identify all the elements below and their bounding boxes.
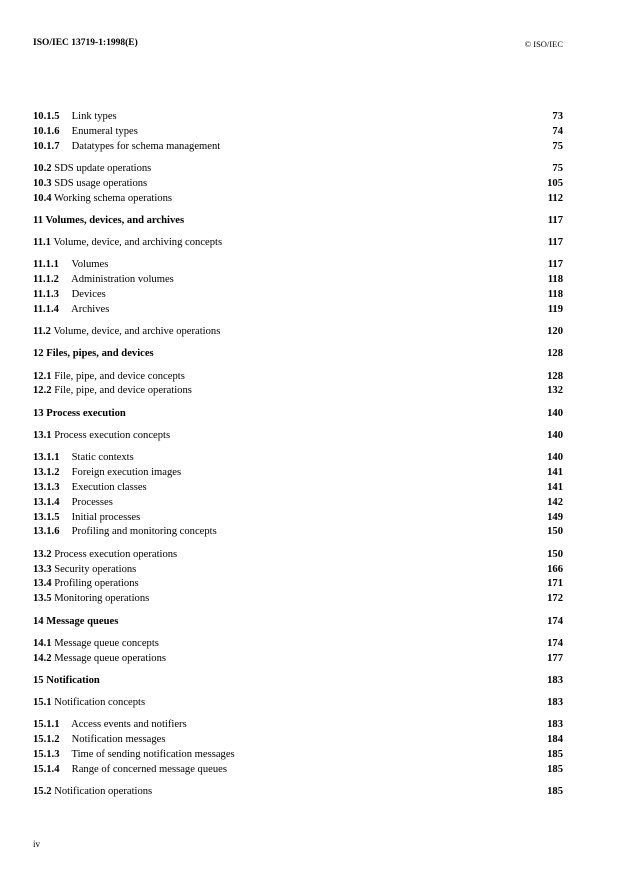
toc-entry[interactable] <box>33 303 563 318</box>
toc-entry-title: Message queue concepts <box>54 637 159 649</box>
toc-entry-title: Security operations <box>54 563 137 575</box>
toc-entry[interactable] <box>33 110 563 125</box>
toc-entry-title: Volumes <box>71 259 109 271</box>
toc-entry-number: 10.2 <box>33 162 52 174</box>
toc-spacer <box>33 422 563 429</box>
toc-entry-number: 13.1.6 <box>33 526 60 538</box>
toc-entry-page: 141 <box>547 481 563 493</box>
toc-entry-number: 13.1.3 <box>33 481 60 493</box>
page-number: iv <box>33 839 41 849</box>
toc-entry-page: 174 <box>547 615 563 627</box>
toc-entry-title: Volume, device, and archiving concepts <box>53 237 223 249</box>
toc-entry-title: Working schema operations <box>54 192 173 204</box>
toc-entry-page: 75 <box>552 162 563 174</box>
toc-entry-page: 140 <box>547 407 563 419</box>
toc-entry-title: Profiling and monitoring concepts <box>71 526 217 538</box>
toc-spacer <box>33 207 563 214</box>
toc-entry-number: 13.3 <box>33 563 52 575</box>
toc-entry-page: 183 <box>547 696 563 708</box>
toc-entry-number: 11.2 <box>33 326 51 338</box>
toc-entry-number: 11.1 <box>33 237 51 249</box>
toc-entry-number: 11.1.3 <box>33 289 59 301</box>
toc-spacer <box>33 399 563 406</box>
toc-entry-title: Initial processes <box>71 511 141 523</box>
toc-entry-page: 172 <box>547 593 563 605</box>
toc-entry[interactable] <box>33 214 563 229</box>
toc-entry-page: 128 <box>547 370 563 382</box>
toc-entry-title: Process execution operations <box>54 548 178 560</box>
toc-entry-number: 13.1.5 <box>33 511 60 523</box>
toc-entry[interactable] <box>33 548 563 563</box>
toc-entry-page: 150 <box>547 548 563 560</box>
toc-entry-title: SDS update operations <box>54 162 152 174</box>
toc-entry-title: Foreign execution images <box>71 466 182 478</box>
toc-entry-title: Archives <box>71 303 110 315</box>
toc-spacer <box>33 711 563 718</box>
toc-entry-number: 13.1.2 <box>33 466 60 478</box>
toc-entry-title: Range of concerned message queues <box>71 763 227 775</box>
toc-spacer <box>33 540 563 547</box>
toc-entry-number: 10.4 <box>33 192 52 204</box>
toc-entry-page: 118 <box>547 274 563 286</box>
toc-entry-page: 177 <box>547 652 563 664</box>
toc-entry-title: Static contexts <box>71 452 134 463</box>
toc-spacer <box>33 666 563 673</box>
toc-entry-number: 11.1.2 <box>33 274 59 286</box>
toc-entry-page: 73 <box>552 111 563 122</box>
toc-entry[interactable] <box>33 748 563 763</box>
toc-entry-page: 183 <box>547 719 563 731</box>
toc-entry-number: 11.1.1 <box>33 259 59 271</box>
toc-entry-page: 118 <box>547 289 563 301</box>
toc-entry-page: 185 <box>547 748 563 760</box>
toc-spacer <box>33 318 563 325</box>
toc-entry[interactable] <box>33 325 563 340</box>
toc-entry[interactable] <box>33 236 563 251</box>
toc-entry-title: Processes <box>71 496 113 508</box>
toc-entry-page: 185 <box>547 763 563 775</box>
toc-entry-page: 149 <box>547 511 563 523</box>
toc-entry[interactable] <box>33 288 563 303</box>
toc-entry-number: 10.1.5 <box>33 111 60 122</box>
toc-entry[interactable] <box>33 652 563 667</box>
toc-entry-title: SDS usage operations <box>54 177 148 189</box>
toc-entry-number: 15 <box>33 674 44 686</box>
toc-entry[interactable] <box>33 451 563 466</box>
toc-entry-title: Process execution concepts <box>54 429 171 441</box>
toc-entry[interactable] <box>33 763 563 778</box>
toc-entry-page: 141 <box>547 466 563 478</box>
table-of-contents <box>33 110 563 800</box>
toc-entry-page: 150 <box>547 526 563 538</box>
document-id: ISO/IEC 13719-1:1998(E) <box>33 38 138 48</box>
toc-entry-number: 14 <box>33 615 44 627</box>
toc-entry-number: 12.1 <box>33 370 52 382</box>
toc-entry-number: 15.1 <box>33 696 52 708</box>
toc-entry[interactable] <box>33 511 563 526</box>
toc-entry[interactable] <box>33 429 563 444</box>
toc-entry-number: 13.1.4 <box>33 496 60 508</box>
toc-spacer <box>33 444 563 451</box>
toc-entry-title: Message queues <box>46 615 119 627</box>
toc-entry[interactable] <box>33 718 563 733</box>
toc-entry-title: Link types <box>71 111 117 122</box>
toc-entry-page: 140 <box>547 429 563 441</box>
toc-entry-page: 128 <box>547 348 563 360</box>
toc-entry-title: Execution classes <box>71 481 147 493</box>
toc-entry-title: Devices <box>71 289 106 301</box>
toc-spacer <box>33 362 563 369</box>
toc-spacer <box>33 778 563 785</box>
toc-entry-title: Profiling operations <box>54 578 139 590</box>
toc-entry-page: 185 <box>547 786 563 797</box>
toc-entry[interactable] <box>33 733 563 748</box>
toc-entry-number: 13.5 <box>33 593 52 605</box>
toc-entry-page: 183 <box>547 674 563 686</box>
toc-entry-title: File, pipe, and device concepts <box>54 370 185 382</box>
toc-entry[interactable] <box>33 563 563 578</box>
toc-entry-title: Volumes, devices, and archives <box>45 214 185 226</box>
toc-entry[interactable] <box>33 496 563 511</box>
toc-spacer <box>33 340 563 347</box>
toc-entry-title: Process execution <box>46 407 126 419</box>
toc-spacer <box>33 629 563 636</box>
toc-entry-title: Message queue operations <box>54 652 166 664</box>
toc-spacer <box>33 607 563 614</box>
toc-entry-page: 112 <box>547 192 563 204</box>
copyright-notice: © ISO/IEC <box>524 39 563 49</box>
toc-entry-page: 117 <box>547 259 563 271</box>
toc-entry[interactable] <box>33 615 563 630</box>
toc-entry[interactable] <box>33 696 563 711</box>
toc-entry-page: 119 <box>547 303 563 315</box>
toc-entry-page: 120 <box>547 326 563 338</box>
toc-entry-number: 10.3 <box>33 177 52 189</box>
toc-entry-number: 15.1.4 <box>33 763 60 775</box>
toc-entry[interactable] <box>33 577 563 592</box>
toc-entry-page: 132 <box>547 385 563 397</box>
toc-entry-page: 117 <box>547 214 563 226</box>
toc-entry-number: 14.1 <box>33 637 52 649</box>
toc-entry-page: 140 <box>547 452 563 463</box>
toc-entry[interactable] <box>33 637 563 652</box>
toc-entry-number: 12.2 <box>33 385 52 397</box>
toc-entry-number: 13.2 <box>33 548 52 560</box>
toc-entry-page: 74 <box>552 125 563 137</box>
toc-entry[interactable] <box>33 347 563 362</box>
toc-entry-title: Enumeral types <box>71 125 138 137</box>
toc-entry-number: 13.1.1 <box>33 452 60 463</box>
toc-entry-number: 11 <box>33 214 44 226</box>
toc-entry[interactable] <box>33 785 563 800</box>
toc-entry[interactable] <box>33 370 563 385</box>
toc-entry[interactable] <box>33 592 563 607</box>
toc-entry[interactable] <box>33 125 563 140</box>
toc-entry-number: 10.1.7 <box>33 140 60 152</box>
toc-entry[interactable] <box>33 466 563 481</box>
toc-entry-page: 174 <box>547 637 563 649</box>
toc-entry-page: 184 <box>547 734 563 746</box>
toc-entry-number: 10.1.6 <box>33 125 60 137</box>
toc-entry[interactable] <box>33 525 563 540</box>
toc-spacer <box>33 229 563 236</box>
toc-entry-number: 15.1.1 <box>33 719 60 731</box>
toc-entry-title: Notification <box>46 674 100 686</box>
toc-entry-title: Monitoring operations <box>54 593 150 605</box>
toc-entry-number: 13.4 <box>33 578 52 590</box>
toc-entry-number: 13.1 <box>33 429 52 441</box>
toc-entry-page: 105 <box>547 177 563 189</box>
toc-entry[interactable] <box>33 407 563 422</box>
toc-entry-title: File, pipe, and device operations <box>54 385 192 397</box>
toc-entry-page: 171 <box>547 578 563 590</box>
toc-entry[interactable] <box>33 384 563 399</box>
toc-entry[interactable] <box>33 273 563 288</box>
toc-entry-page: 166 <box>547 563 563 575</box>
toc-entry-title: Notification operations <box>54 786 153 797</box>
toc-entry-title: Datatypes for schema management <box>71 140 221 152</box>
toc-entry-number: 15.1.2 <box>33 734 60 746</box>
toc-entry[interactable] <box>33 674 563 689</box>
toc-entry[interactable] <box>33 192 563 207</box>
toc-entry-title: Time of sending notification messages <box>71 748 235 760</box>
toc-entry-title: Administration volumes <box>71 274 174 286</box>
toc-entry-title: Volume, device, and archive operations <box>53 326 221 338</box>
toc-entry-title: Files, pipes, and devices <box>46 348 154 360</box>
toc-spacer <box>33 155 563 162</box>
toc-entry-number: 11.1.4 <box>33 303 59 315</box>
toc-entry-page: 142 <box>547 496 563 508</box>
toc-entry[interactable] <box>33 258 563 273</box>
toc-entry-number: 14.2 <box>33 652 52 664</box>
toc-spacer <box>33 689 563 696</box>
toc-entry-title: Notification messages <box>71 734 166 746</box>
toc-entry[interactable] <box>33 177 563 192</box>
toc-entry-page: 117 <box>547 237 563 249</box>
toc-entry[interactable] <box>33 162 563 177</box>
toc-entry-title: Access events and notifiers <box>71 719 187 731</box>
toc-spacer <box>33 251 563 258</box>
toc-entry-number: 15.2 <box>33 786 52 797</box>
toc-entry-number: 13 <box>33 407 44 419</box>
toc-entry-page: 75 <box>552 140 563 152</box>
toc-entry[interactable] <box>33 140 563 155</box>
toc-entry-number: 15.1.3 <box>33 748 60 760</box>
toc-entry-number: 12 <box>33 348 44 360</box>
toc-entry[interactable] <box>33 481 563 496</box>
toc-entry-title: Notification concepts <box>54 696 146 708</box>
